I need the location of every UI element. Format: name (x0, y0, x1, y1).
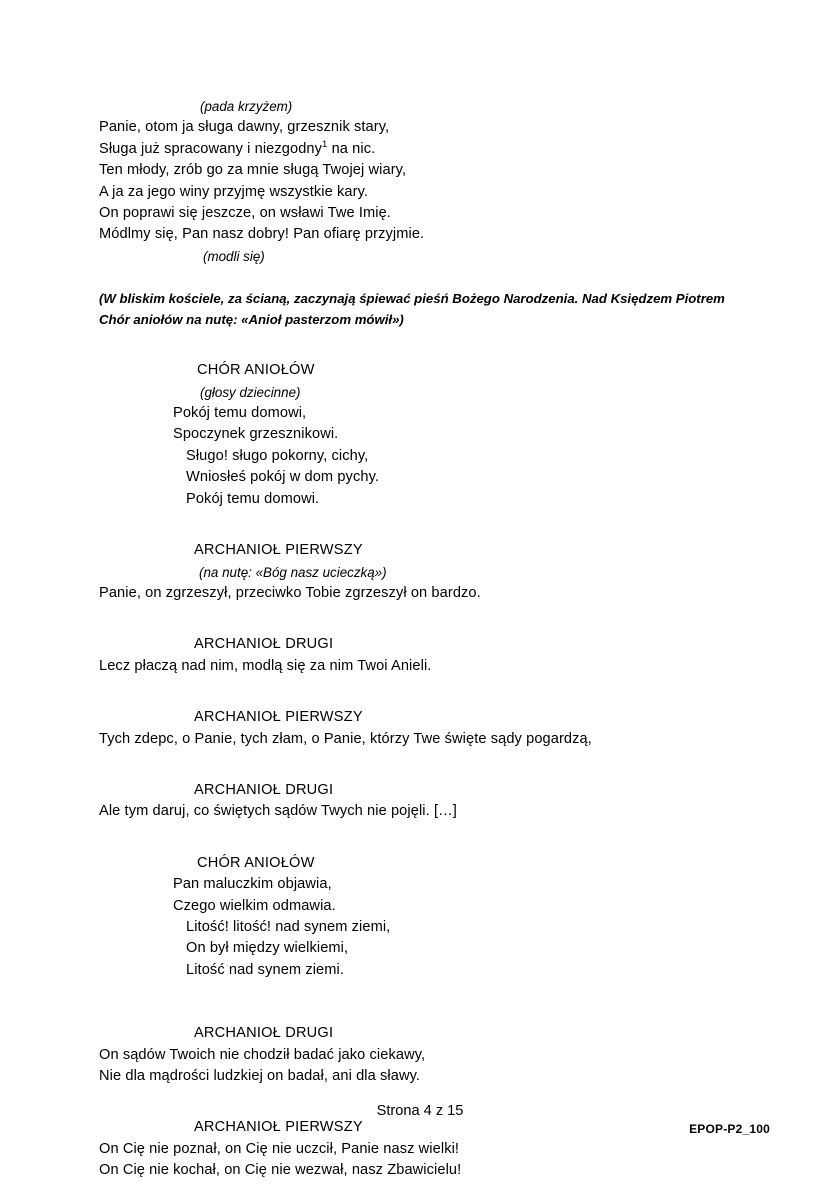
speaker-archaniol-pierwszy-1: ARCHANIOŁ PIERWSZY (194, 542, 363, 559)
verse-line: Spoczynek grzesznikowi. (173, 426, 339, 443)
stage-direction-pada: (pada krzyżem) (200, 99, 293, 114)
footnote-marker: 1 (322, 138, 328, 150)
verse-line: Módlmy się, Pan nasz dobry! Pan ofiarę przyjmie. (99, 226, 425, 243)
verse-line: Nie dla mądrości ludzkiej on badał, ani dla sławy. (99, 1068, 421, 1084)
verse-line-text-a: Sługa już spracowany i niezgodny (99, 140, 323, 157)
verse-line: Tych zdepc, o Panie, tych złam, o Panie, którzy Twe święte sądy pogardzą, (99, 730, 592, 747)
spacer (99, 604, 741, 634)
verse-line: On był między wielkiemi, (186, 940, 349, 957)
verse-line: Pan maluczkim objawia, (173, 876, 332, 893)
verse-line: Sługo! sługo pokorny, cichy, (186, 447, 369, 464)
verse-line: On sądów Twoich nie chodził badać jako ciekawy, (99, 1046, 426, 1063)
verse-line-with-footnote (99, 139, 741, 160)
spacer (99, 823, 741, 853)
verse-line: Panie, otom ja sługa dawny, grzesznik stary, (99, 119, 390, 136)
spacer (99, 981, 741, 1023)
verse-line: On poprawi się jeszcze, on wsławi Twe Imię. (99, 205, 391, 222)
stage-direction-modli: (modli się) (203, 248, 265, 264)
exam-code: EPOP-P2_100 (689, 1122, 770, 1136)
narration-block: (W bliskim kościele, za ścianą, zaczynają śpiewać pieśń Bożego Narodzenia. Nad Księdzem Piotrem Chór aniołów na nutę: «Anioł pasterzom mówił») (99, 291, 725, 327)
speaker-chor-aniolow-2: CHÓR ANIOŁÓW (197, 854, 315, 871)
verse-line: Ale tym daruj, co świętych sądów Twych nie pojęli. […] (99, 803, 457, 820)
verse-line: Lecz płaczą nad nim, modlą się za nim Twoi Anieli. (99, 657, 432, 674)
spacer (99, 677, 741, 707)
spacer (99, 330, 741, 360)
verse-line: Panie, on zgrzeszył, przeciwko Tobie zgrzeszył on bardzo. (99, 584, 481, 601)
page-number: Strona 4 z 15 (376, 1103, 464, 1119)
speaker-archaniol-drugi-2: ARCHANIOŁ DRUGI (194, 781, 334, 798)
verse-line: On Cię nie kochał, on Cię nie wezwał, nasz Zbawicielu! (99, 1162, 462, 1179)
stage-direction-glosy-dziecinne: (głosy dziecinne) (200, 384, 301, 400)
spacer (99, 750, 741, 780)
verse-line: Wniosłeś pokój w dom pychy. (186, 469, 380, 486)
spacer (99, 267, 741, 289)
speaker-archaniol-drugi-1: ARCHANIOŁ DRUGI (194, 636, 334, 653)
verse-line: On Cię nie poznał, on Cię nie uczcił, Panie nasz wielki! (99, 1140, 460, 1157)
speaker-archaniol-pierwszy-3: ARCHANIOŁ PIERWSZY (194, 1119, 363, 1136)
verse-line: Pokój temu domowi, (173, 405, 307, 422)
verse-line-text-b: na nic. (327, 140, 376, 157)
verse-line: A ja za jego winy przyjmę wszystkie kary. (99, 183, 369, 200)
speaker-archaniol-pierwszy-2: ARCHANIOŁ PIERWSZY (194, 709, 363, 726)
verse-line: Litość! litość! nad synem ziemi, (186, 918, 391, 935)
spacer (99, 510, 741, 540)
verse-line: Ten młody, zrób go za mnie sługą Twojej wiary, (99, 162, 407, 179)
verse-line: Litość nad synem ziemi. (186, 961, 345, 978)
speaker-archaniol-drugi-3: ARCHANIOŁ DRUGI (194, 1025, 334, 1042)
verse-line: Pokój temu domowi. (186, 490, 320, 507)
page-content (99, 96, 741, 1182)
speaker-chor-aniolow-1: CHÓR ANIOŁÓW (197, 362, 315, 379)
stage-direction-na-nute: (na nutę: «Bóg nasz ucieczką») (199, 564, 387, 580)
verse-line: Czego wielkim odmawia. (173, 897, 336, 914)
